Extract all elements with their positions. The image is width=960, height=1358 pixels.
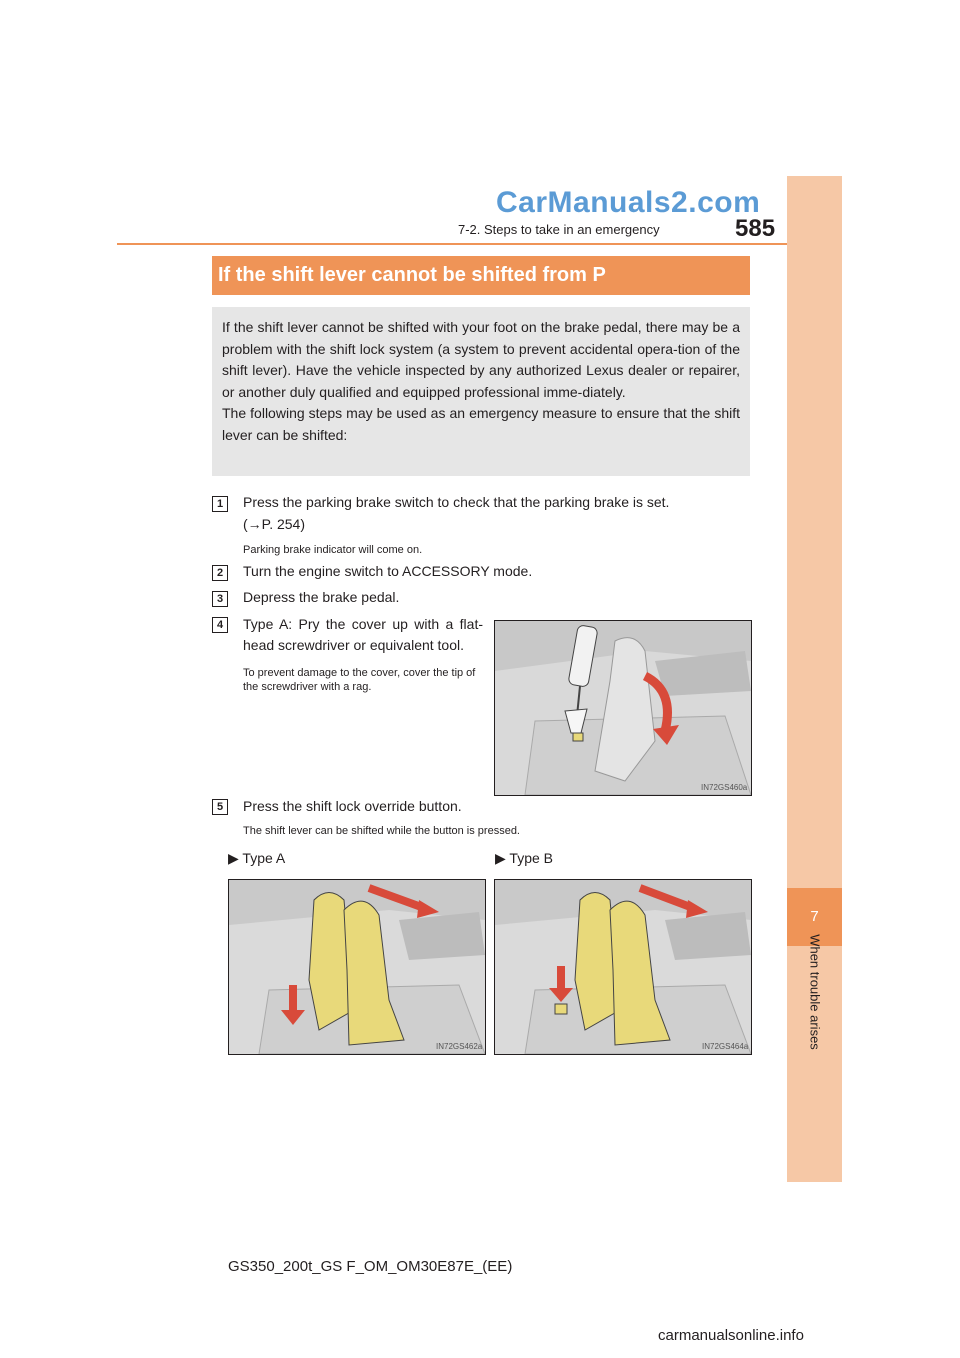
type-a-illustration (228, 879, 486, 1055)
step-note: The shift lever can be shifted while the button is pressed. (243, 825, 520, 837)
header-rule (117, 243, 787, 245)
intro-text: If the shift lever cannot be shifted with your foot on the brake pedal, there may be a problem with the shift lock system (a system to prevent accidental opera-tion of the shift lever). Have the vehicle inspected by any authorized Lexus dealer or repairer, or another duly qualified and equipped professional imme-diately. (222, 319, 740, 400)
shift-lock-button-type-a-icon (229, 880, 485, 1054)
intro-text-2: The following steps may be used as an emergency measure to ensure that the shift lever can be shifted: (222, 405, 740, 443)
watermark-logo[interactable]: CarManuals2.com (496, 186, 761, 219)
type-a-label: ▶ Type A (228, 850, 286, 866)
image-code: IN72GS460a (701, 783, 748, 792)
image-code: IN72GS464a (702, 1042, 749, 1051)
page-number: 585 (735, 215, 776, 242)
section-title: 7-2. Steps to take in an emergency (458, 222, 660, 237)
step-number: 3 (212, 591, 228, 607)
console-pry-illustration-icon (495, 621, 751, 795)
shift-lock-button-type-b-icon (495, 880, 751, 1054)
step-number: 5 (212, 799, 228, 815)
triangle-bullet-icon: ▶ (495, 850, 506, 866)
screwdriver-illustration (494, 620, 752, 796)
step-text: Type A: Pry the cover up with a flat-head screwdriver or equivalent tool. (243, 616, 483, 653)
step-text: Press the shift lock override button. (243, 798, 462, 814)
step-note: To prevent damage to the cover, cover the tip of the screwdriver with a rag. (243, 667, 476, 693)
step-text: Press the parking brake switch to check that the parking brake is set. (243, 494, 670, 510)
type-b-label: ▶ Type B (495, 850, 554, 866)
step-number: 2 (212, 565, 228, 581)
brand-watermark[interactable]: carmanualsonline.info (658, 1327, 804, 1344)
chapter-number: 7 (787, 888, 842, 946)
type-b-illustration (494, 879, 752, 1055)
step-number: 1 (212, 496, 228, 512)
triangle-bullet-icon: ▶ (228, 850, 239, 866)
step-reference[interactable]: (→P. 254) (243, 516, 305, 532)
chapter-label: When trouble arises (807, 934, 823, 1050)
intro-box (212, 307, 750, 476)
model-code: GS350_200t_GS F_OM_OM30E87E_(EE) (228, 1258, 513, 1275)
step-text: Depress the brake pedal. (243, 589, 400, 605)
image-code: IN72GS462a (436, 1042, 483, 1051)
page-title: If the shift lever cannot be shifted from P (218, 264, 606, 286)
step-note: Parking brake indicator will come on. (243, 544, 423, 556)
page-title-bar (212, 256, 750, 295)
step-text: Turn the engine switch to ACCESSORY mode. (243, 563, 533, 579)
step-number: 4 (212, 617, 228, 633)
